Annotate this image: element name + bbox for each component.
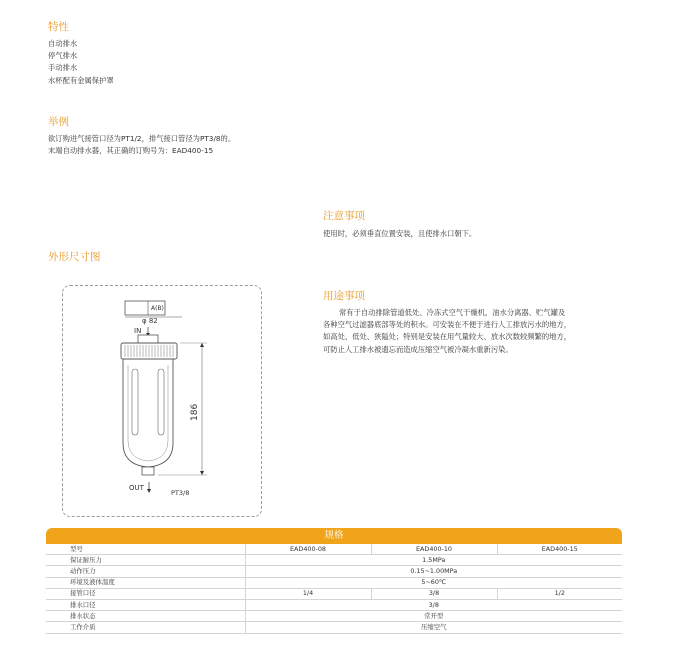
- features-section: [48, 20, 114, 87]
- usage-line: 常有于自动排除管道低处、冷冻式空气干燥机，油水分离器、贮气罐及: [339, 308, 566, 317]
- label-out: OUT: [129, 484, 144, 492]
- usage-line: 如高处、低处、狭隘处；特别是安装在用气量较大、放水次数较频繁的地方，: [323, 332, 572, 342]
- spec-cell: 压缩空气: [245, 622, 622, 633]
- spec-cell: 5~60℃: [245, 577, 622, 588]
- usage-line: 各种空气过滤器底部等处的积水。可安装在不便于进行人工排放污水的地方，: [323, 320, 572, 330]
- spec-title: 规格: [324, 530, 344, 541]
- example-line: 欲订购进气接管口径为PT1/2，排气接口管径为PT3/8的。: [48, 134, 236, 143]
- drain-drawing: [62, 285, 262, 517]
- feature-item: 水杯配有金属保护罩: [48, 75, 114, 85]
- spec-row-proof-pressure: [46, 555, 622, 566]
- example-line: 末端自动排水器，其正确的订购号为：EAD400-15: [48, 146, 214, 156]
- drain-outlet: [142, 467, 154, 475]
- spec-cell: 3/8: [245, 599, 622, 610]
- spec-label: 接管口径: [46, 588, 245, 599]
- spec-label: 动作压力: [46, 566, 245, 577]
- spec-label: 排水状态: [46, 611, 245, 622]
- spec-label: 保证耐压力: [46, 555, 245, 566]
- spec-row-port-size: [46, 588, 622, 599]
- usage-section: [323, 289, 571, 356]
- spec-cell: 0.15~1.00MPa: [245, 566, 622, 577]
- label-pt: PT3/8: [171, 489, 190, 497]
- spec-label: 环境及液体温度: [46, 577, 245, 588]
- spec-cell: 3/8: [371, 588, 497, 599]
- spec-cell: EAD400-10: [371, 544, 497, 555]
- feature-item: 停气排水: [48, 51, 78, 61]
- usage-line: 可防止人工排水被遗忘而造成压缩空气被冷凝水重新污染。: [323, 344, 513, 354]
- spec-title-bar: [46, 528, 622, 544]
- example-section: [48, 115, 235, 157]
- hex-nut: [138, 335, 158, 343]
- caution-text: 使用时，必须垂直位置安装，且使排水口朝下。: [323, 229, 477, 238]
- spec-label: 型号: [46, 544, 245, 555]
- usage-heading: 用途事项: [323, 290, 365, 302]
- example-heading: 举例: [48, 116, 69, 128]
- feature-item: 手动排水: [48, 63, 78, 73]
- dimensions-heading: 外形尺寸图: [48, 251, 101, 263]
- feature-item: 自动排水: [48, 39, 78, 48]
- spec-table: [46, 544, 622, 634]
- label-in: IN: [134, 327, 142, 335]
- spec-cell: 常开型: [245, 611, 622, 622]
- spec-row-drain-size: [46, 599, 622, 610]
- spec-cell: 1.5MPa: [245, 555, 622, 566]
- spec-row-model: [46, 544, 622, 555]
- features-heading: 特性: [48, 21, 69, 33]
- spec-label: 工作介质: [46, 622, 245, 633]
- label-height: 186: [190, 403, 200, 421]
- spec-cell: EAD400-15: [497, 544, 622, 555]
- spec-row-drain-state: [46, 611, 622, 622]
- spec-row-temperature: [46, 577, 622, 588]
- spec-label: 排水口径: [46, 599, 245, 610]
- caution-heading: 注意事项: [323, 210, 365, 222]
- spec-row-operating-pressure: [46, 566, 622, 577]
- label-ab: A(B): [151, 305, 164, 312]
- label-diameter: φ 82: [142, 317, 158, 325]
- spec-cell: 1/4: [245, 588, 371, 599]
- spec-row-medium: [46, 622, 622, 633]
- caution-section: [323, 209, 476, 240]
- spec-cell: EAD400-08: [245, 544, 371, 555]
- spec-cell: 1/2: [497, 588, 622, 599]
